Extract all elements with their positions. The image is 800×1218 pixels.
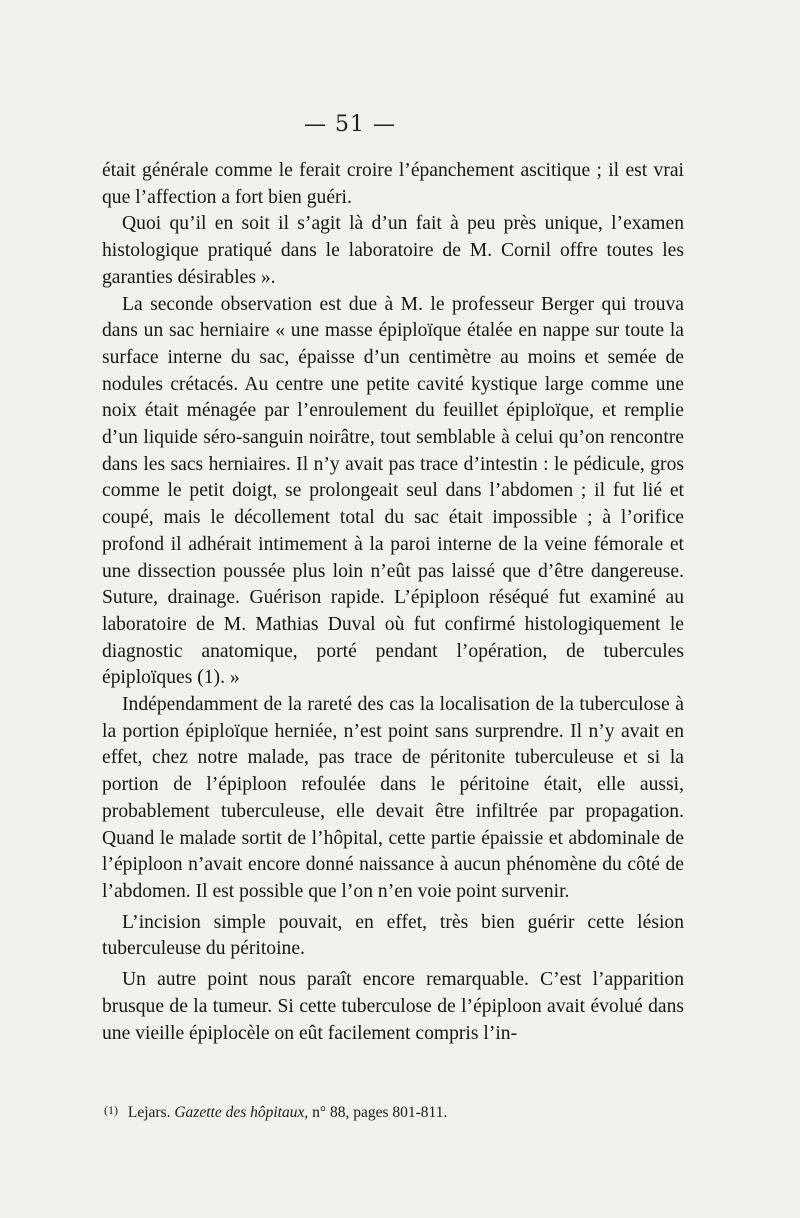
footnote-marker: (1)	[104, 1103, 118, 1117]
paragraph: La seconde observation est due à M. le professeur Berger qui trouva dans un sac herniaire « une masse épiploïque étalée en nappe sur toute la surface interne du sac, épaisse d’un centimètre au moins et semée de nodules crétacés. Au centre une petite cavité kystique large comme une noix était ménagée par l’enroulement du feuillet épiploïque, et remplie d’un liquide séro-sanguin noirâtre, tout semblable à celui qu’on rencontre dans les sacs herniaires. Il n’y avait pas trace d’intestin : le pédicule, gros comme le petit doigt, se prolongeait seul dans l’abdomen ; il fut lié et coupé, mais le décollement total du sac était impossible ; à l’orifice profond il adhérait intimement à la paroi interne de la veine fémorale et une dissection poussée plus loin n’eût pas laissé que d’être dangereuse. Suture, drainage. Guérison rapide. L’épiploon réséqué fut examiné au laboratoire de M. Mathias Duval où fut confirmé histologiquement le diagnostic anatomique, porté pendant l’opération, de tubercules épiploïques (1). »	[102, 293, 684, 689]
footnote-author: Lejars.	[127, 1104, 171, 1121]
footnote	[104, 1100, 686, 1123]
paragraph: Indépendamment de la rareté des cas la localisation de la tuberculose à la portion épiploïque herniée, n’est point sans surprendre. Il n’y avait en effet, chez notre malade, pas trace de péritonite tuberculeuse et si la portion de l’épiploon refoulée dans le péritoine était, elle aussi, probablement tuberculeuse, elle devait être infiltrée par propagation. Quand le malade sortit de l’hôpital, cette partie épaissie et abdominale de l’épiploon n’avait encore donné naissance à aucun phénomène du côté de l’abdomen. Il est possible que l’on n’en voie point survenir.	[102, 694, 684, 902]
body-text	[102, 158, 684, 1047]
paragraph: L’incision simple pouvait, en effet, très bien guérir cette lésion tuberculeuse du péritoine.	[102, 911, 684, 960]
footnote-reference: n° 88, pages 801-811.	[312, 1104, 448, 1121]
paragraph: Un autre point nous paraît encore remarquable. C’est l’apparition brusque de la tumeur. Si cette tuberculose de l’épiploon avait évolué dans une vieille épiplocèle on eût facilement compris l’in-	[102, 969, 684, 1044]
page-number: — 51 —	[304, 112, 396, 137]
footnote-journal: Gazette des hôpitaux,	[174, 1104, 309, 1121]
paragraph-continuation: était générale comme le ferait croire l’épanchement ascitique ; il est vrai que l’affection a fort bien guéri.	[102, 160, 684, 208]
paragraph: Quoi qu’il en soit il s’agit là d’un fait à peu près unique, l’examen histologique pratiqué dans le laboratoire de M. Cornil offre toutes les garanties désirables ».	[102, 213, 684, 288]
